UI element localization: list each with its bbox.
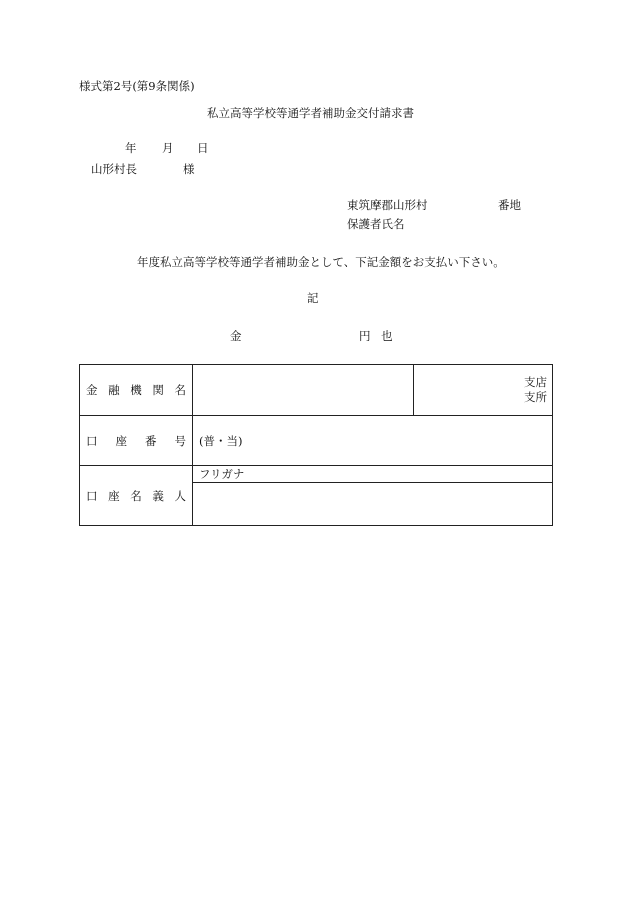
account-holder-label-cell (80, 466, 193, 526)
applicant-address-prefix: 東筑摩郡山形村 (347, 198, 428, 212)
body-text: 年度私立高等学校等通学者補助金として、下記金額をお支払い下さい。 (137, 255, 505, 269)
amount-suffix: 也 (381, 329, 393, 343)
amount-prefix: 金 (230, 329, 242, 343)
branch-field[interactable] (414, 365, 553, 416)
bank-name-field[interactable] (193, 365, 414, 416)
account-holder-field[interactable] (193, 483, 553, 526)
account-holder-label: 口 座 名 義 人 (86, 488, 186, 503)
account-number-field[interactable] (193, 416, 553, 466)
furigana-label: フリガナ (199, 467, 245, 481)
bank-name-label-cell (80, 365, 193, 416)
applicant-address-suffix: 番地 (498, 198, 521, 212)
branch-option-shiten: 支店 (524, 375, 547, 389)
note-heading: 記 (307, 291, 319, 305)
recipient-name: 山形村長 (91, 162, 137, 176)
date-year: 年 (125, 141, 137, 155)
recipient-honorific: 様 (183, 162, 195, 176)
guardian-name-label: 保護者氏名 (347, 217, 405, 231)
form-number: 様式第2号(第9条関係) (79, 79, 195, 93)
account-type: (普・当) (199, 433, 243, 448)
date-day: 日 (197, 141, 209, 155)
date-month: 月 (162, 141, 174, 155)
document-title: 私立高等学校等通学者補助金交付請求書 (207, 106, 414, 120)
bank-info-table (79, 364, 553, 526)
furigana-field[interactable] (193, 466, 553, 483)
bank-name-label: 金 融 機 関 名 (86, 383, 186, 397)
account-number-label-cell (80, 416, 193, 466)
amount-unit: 円 (359, 329, 371, 343)
branch-option-shisho: 支所 (524, 390, 547, 404)
account-number-label: 口 座 番 号 (86, 433, 186, 448)
